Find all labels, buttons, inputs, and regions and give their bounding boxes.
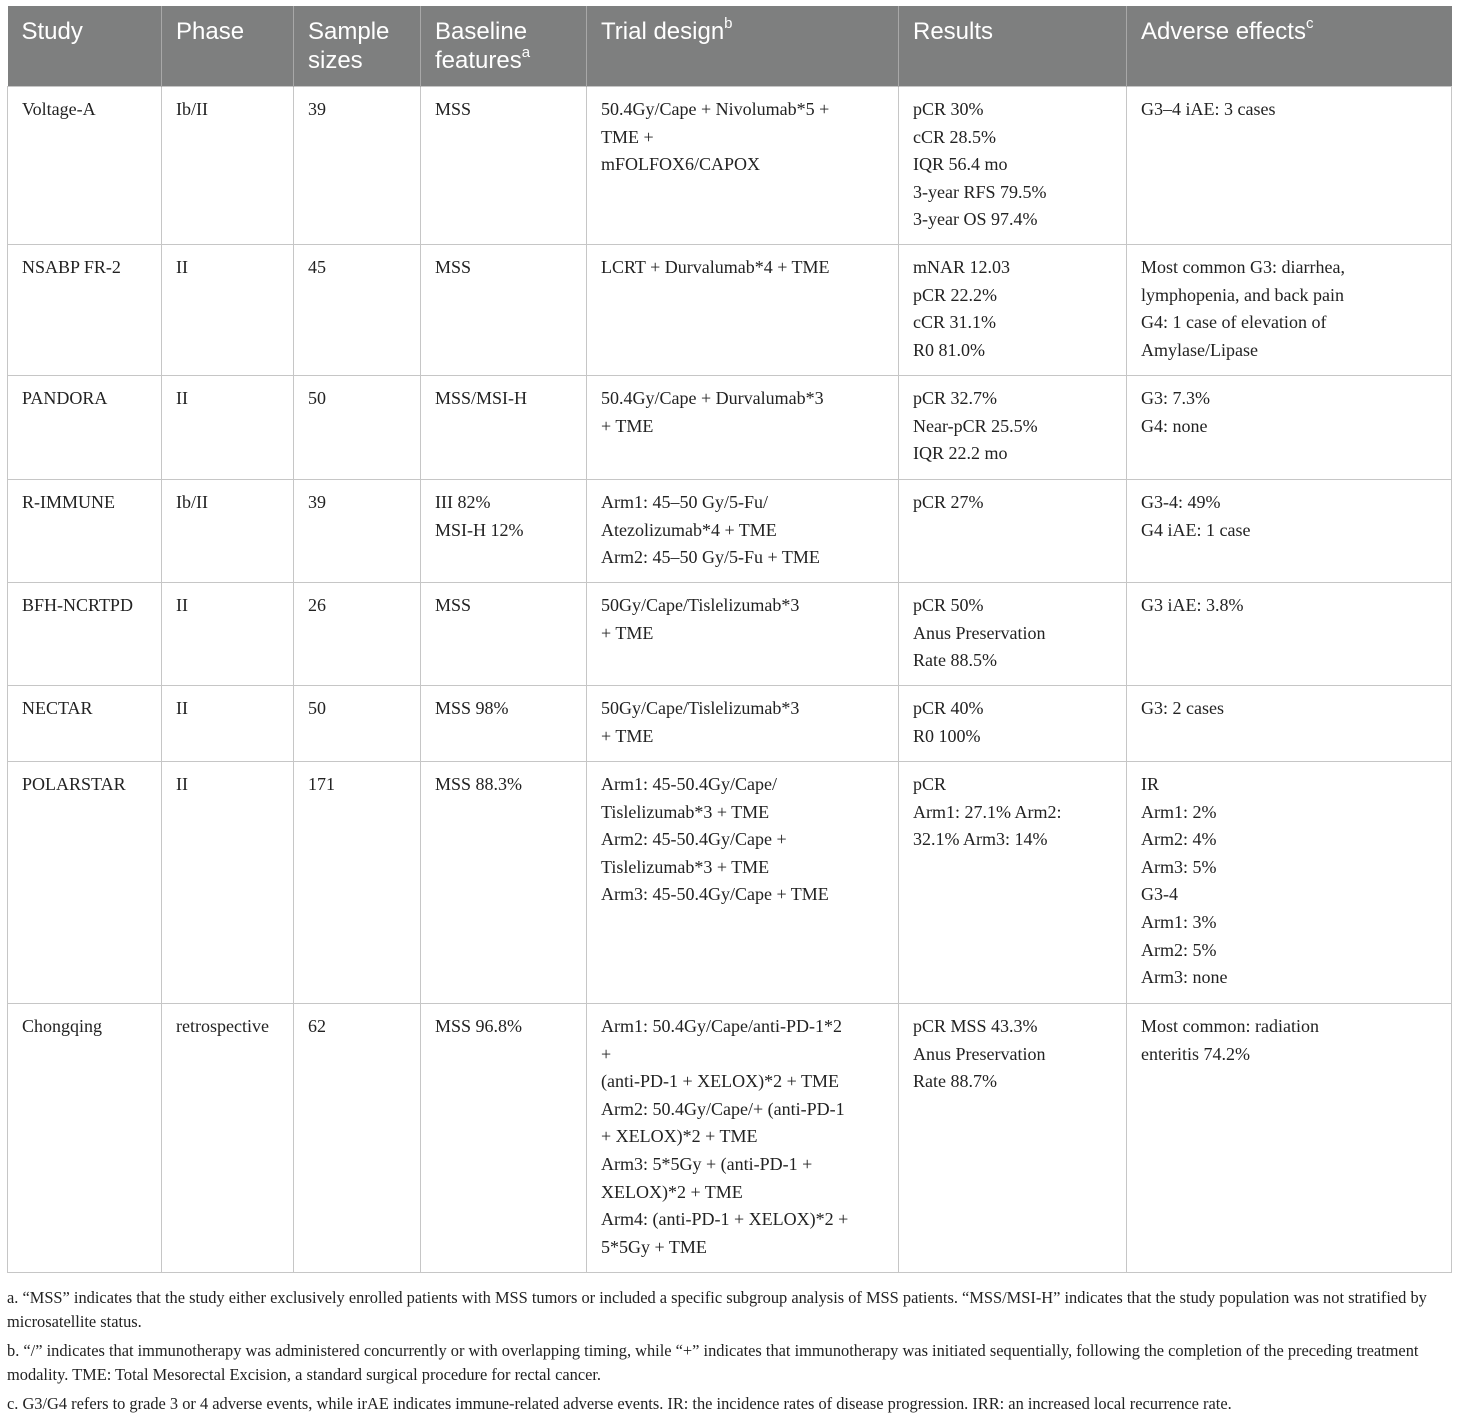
trial-table-container xyxy=(7,6,1451,1273)
table-row xyxy=(8,1004,1452,1273)
cell-design: 50.4Gy/Cape + Durvalumab*3 + TME xyxy=(587,376,899,480)
cell-adverse: G3–4 iAE: 3 cases xyxy=(1127,87,1452,245)
cell-phase: Ib/II xyxy=(162,87,294,245)
cell-baseline: III 82% MSI-H 12% xyxy=(421,480,587,583)
table-row xyxy=(8,376,1452,480)
cell-design: 50.4Gy/Cape + Nivolumab*5 + TME + mFOLFOX6/CAPOX xyxy=(587,87,899,245)
cell-study: PANDORA xyxy=(8,376,162,480)
table-row xyxy=(8,245,1452,376)
table-row xyxy=(8,480,1452,583)
table-row xyxy=(8,583,1452,686)
cell-sample-size: 50 xyxy=(294,376,421,480)
cell-sample-size: 45 xyxy=(294,245,421,376)
cell-results: pCR 40% R0 100% xyxy=(899,686,1127,762)
cell-sample-size: 26 xyxy=(294,583,421,686)
cell-baseline: MSS 88.3% xyxy=(421,762,587,1004)
cell-phase: retrospective xyxy=(162,1004,294,1273)
cell-baseline: MSS/MSI-H xyxy=(421,376,587,480)
table-row xyxy=(8,762,1452,1004)
cell-results: pCR 50% Anus Preservation Rate 88.5% xyxy=(899,583,1127,686)
cell-baseline: MSS 98% xyxy=(421,686,587,762)
header-sup: b xyxy=(724,15,733,32)
header-trial-design: Trial design$^b$ xyxy=(587,6,899,87)
cell-study: BFH-NCRTPD xyxy=(8,583,162,686)
footnote-a: a. “MSS” indicates that the study either exclusively enrolled patients with MSS tumors or included a specific subgroup analysis of MSS patients. “MSS/MSI-H” indicates that the study population was not stratified by microsatellite status. xyxy=(7,1288,1427,1331)
cell-study: NECTAR xyxy=(8,686,162,762)
footnote-c: c. G3/G4 refers to grade 3 or 4 adverse events, while irAE indicates immune-related adverse events. IR: the incidence rates of disease progression. IRR: an increased local recurrence rate. xyxy=(7,1394,1232,1413)
header-study: Study xyxy=(8,6,162,87)
cell-baseline: MSS xyxy=(421,87,587,245)
cell-sample-size: 50 xyxy=(294,686,421,762)
cell-design: 50Gy/Cape/Tislelizumab*3 + TME xyxy=(587,583,899,686)
cell-results: mNAR 12.03 pCR 22.2% cCR 31.1% R0 81.0% xyxy=(899,245,1127,376)
cell-baseline: MSS 96.8% xyxy=(421,1004,587,1273)
cell-study: NSABP FR-2 xyxy=(8,245,162,376)
cell-adverse: G3: 7.3% G4: none xyxy=(1127,376,1452,480)
cell-study: Chongqing xyxy=(8,1004,162,1273)
cell-phase: Ib/II xyxy=(162,480,294,583)
cell-phase: II xyxy=(162,245,294,376)
cell-results: pCR Arm1: 27.1% Arm2: 32.1% Arm3: 14% xyxy=(899,762,1127,1004)
table-footnotes xyxy=(7,1286,1453,1421)
cell-adverse: IR Arm1: 2% Arm2: 4% Arm3: 5% G3-4 Arm1: 3% Arm2: 5% Arm3: none xyxy=(1127,762,1452,1004)
cell-adverse: Most common G3: diarrhea, lymphopenia, and back pain G4: 1 case of elevation of Amylase/Lipase xyxy=(1127,245,1452,376)
cell-adverse: Most common: radiation enteritis 74.2% xyxy=(1127,1004,1452,1273)
cell-adverse: G3: 2 cases xyxy=(1127,686,1452,762)
header-adverse-effects: Adverse effects$^c$ xyxy=(1127,6,1452,87)
cell-adverse: G3 iAE: 3.8% xyxy=(1127,583,1452,686)
header-sup: a xyxy=(521,44,531,61)
table-row xyxy=(8,87,1452,245)
footnote-b: b. “/” indicates that immunotherapy was administered concurrently or with overlapping timing, while “+” indicates that immunotherapy was initiated sequentially, following the completion of the preceding treatment modality. TME: Total Mesorectal Excision, a standard surgical procedure for rectal cancer. xyxy=(7,1341,1419,1384)
cell-design: Arm1: 45–50 Gy/5-Fu/ Atezolizumab*4 + TME Arm2: 45–50 Gy/5-Fu + TME xyxy=(587,480,899,583)
cell-study: POLARSTAR xyxy=(8,762,162,1004)
cell-study: Voltage-A xyxy=(8,87,162,245)
header-results: Results xyxy=(899,6,1127,87)
cell-sample-size: 39 xyxy=(294,480,421,583)
cell-phase: II xyxy=(162,583,294,686)
cell-phase: II xyxy=(162,376,294,480)
cell-results: pCR MSS 43.3% Anus Preservation Rate 88.7% xyxy=(899,1004,1127,1273)
cell-sample-size: 171 xyxy=(294,762,421,1004)
cell-baseline: MSS xyxy=(421,583,587,686)
cell-phase: II xyxy=(162,686,294,762)
table-header-row xyxy=(8,6,1452,87)
cell-sample-size: 62 xyxy=(294,1004,421,1273)
table-row xyxy=(8,686,1452,762)
cell-baseline: MSS xyxy=(421,245,587,376)
header-phase: Phase xyxy=(162,6,294,87)
header-sup: c xyxy=(1305,15,1314,32)
cell-design: LCRT + Durvalumab*4 + TME xyxy=(587,245,899,376)
cell-results: pCR 30% cCR 28.5% IQR 56.4 mo 3-year RFS 79.5% 3-year OS 97.4% xyxy=(899,87,1127,245)
cell-results: pCR 32.7% Near-pCR 25.5% IQR 22.2 mo xyxy=(899,376,1127,480)
cell-design: 50Gy/Cape/Tislelizumab*3 + TME xyxy=(587,686,899,762)
cell-phase: II xyxy=(162,762,294,1004)
header-baseline-features: Baseline features$^a$ xyxy=(421,6,587,87)
cell-study: R-IMMUNE xyxy=(8,480,162,583)
cell-results: pCR 27% xyxy=(899,480,1127,583)
cell-design: Arm1: 45-50.4Gy/Cape/ Tislelizumab*3 + TME Arm2: 45-50.4Gy/Cape + Tislelizumab*3 + TME Arm3: 45-50.4Gy/Cape + TME xyxy=(587,762,899,1004)
trial-table xyxy=(7,6,1452,1273)
cell-adverse: G3-4: 49% G4 iAE: 1 case xyxy=(1127,480,1452,583)
cell-sample-size: 39 xyxy=(294,87,421,245)
header-sample-sizes: Sample sizes xyxy=(294,6,421,87)
cell-design: Arm1: 50.4Gy/Cape/anti-PD-1*2 + (anti-PD-1 + XELOX)*2 + TME Arm2: 50.4Gy/Cape/+ (anti-PD-1 + XELOX)*2 + TME Arm3: 5*5Gy + (anti-PD-1 + XELOX)*2 + TME Arm4: (anti-PD-1 + XELOX)*2 + 5*5Gy + TME xyxy=(587,1004,899,1273)
